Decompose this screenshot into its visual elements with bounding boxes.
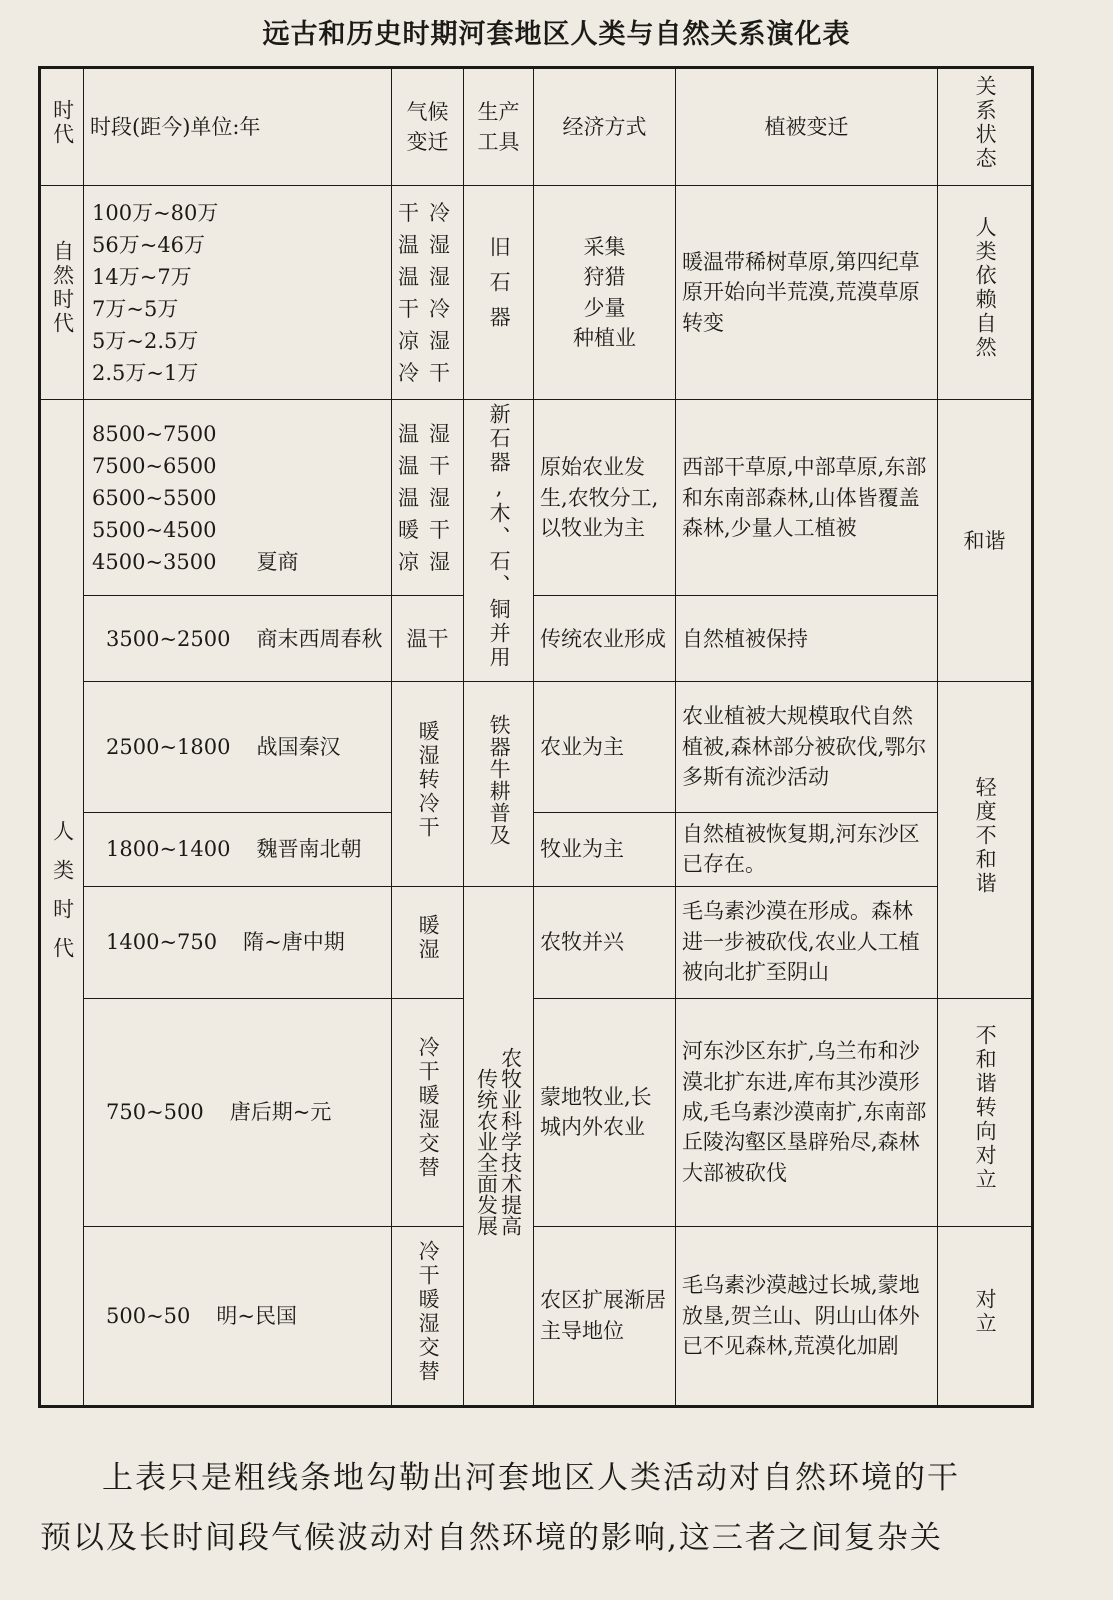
header-vegetation: 植被变迁 <box>676 68 938 186</box>
body-paragraph-line-1: 上表只是粗线条地勾勒出河套地区人类活动对自然环境的干 <box>102 1460 960 1496</box>
neolithic-periods: 8500~7500 7500~6500 6500~5500 5500~4500 4500~3500 夏商 <box>84 400 392 596</box>
table-row <box>40 998 1033 1226</box>
era-human: 人类时代 <box>40 400 84 1407</box>
natural-relation: 人类依赖自然 <box>938 186 1033 400</box>
body-paragraph-line-2: 预以及长时间段气候波动对自然环境的影响,这三者之间复杂关 <box>40 1520 943 1556</box>
vegetation-2500: 农业植被大规模取代自然植被,森林部分被砍伐,鄂尔多斯有流沙活动 <box>676 682 938 812</box>
economy-2500: 农业为主 <box>534 682 676 812</box>
economy-1800: 牧业为主 <box>534 812 676 886</box>
header-relation: 关系状态 <box>938 68 1033 186</box>
natural-vegetation: 暖温带稀树草原,第四纪草原开始向半荒漠,荒漠草原转变 <box>676 186 938 400</box>
natural-tools: 旧石器 <box>464 186 534 400</box>
relation-light: 轻度不和谐 <box>938 682 1033 998</box>
climate-2500-1400: 暖湿转冷干 <box>392 682 464 886</box>
evolution-table <box>38 66 1034 1408</box>
vegetation-750: 河东沙区东扩,乌兰布和沙漠北扩东进,库布其沙漠形成,毛乌素沙漠南扩,东南部丘陵沟壑区垦辟殆尽,森林大部被砍伐 <box>676 998 938 1226</box>
header-climate: 气候变迁 <box>392 68 464 186</box>
neolithic-economy: 原始农业发生,农牧分工,以牧业为主 <box>534 400 676 596</box>
vegetation-3500: 自然植被保持 <box>676 596 938 682</box>
neolithic-vegetation: 西部干草原,中部草原,东部和东南部森林,山体皆覆盖森林,少量人工植被 <box>676 400 938 596</box>
era-natural: 自然时代 <box>40 186 84 400</box>
table-row <box>40 1226 1033 1406</box>
period-2500: 2500~1800 战国秦汉 <box>84 682 392 812</box>
period-1800: 1800~1400 魏晋南北朝 <box>84 812 392 886</box>
tools-iron: 铁器牛耕普及 <box>464 682 534 886</box>
table-title: 远古和历史时期河套地区人类与自然关系演化表 <box>262 19 851 50</box>
header-era: 时代 <box>40 68 84 186</box>
vegetation-1800: 自然植被恢复期,河东沙区已存在。 <box>676 812 938 886</box>
period-3500: 3500~2500 商末西周春秋 <box>84 596 392 682</box>
climate-3500: 温干 <box>392 596 464 682</box>
period-1400: 1400~750 隋~唐中期 <box>84 886 392 998</box>
natural-climates: 干冷 温湿 温湿 干冷 凉湿 冷干 <box>392 186 464 400</box>
table-row <box>40 596 1033 682</box>
header-economy: 经济方式 <box>534 68 676 186</box>
climate-750: 冷干暖湿交替 <box>392 998 464 1226</box>
neolithic-climates: 温湿 温干 温湿 暖干 凉湿 <box>392 400 464 596</box>
header-tools: 生产工具 <box>464 68 534 186</box>
vegetation-1400: 毛乌素沙漠在形成。森林进一步被砍伐,农业人工植被向北扩至阴山 <box>676 886 938 998</box>
relation-500: 对立 <box>938 1226 1033 1406</box>
period-500: 500~50 明~民国 <box>84 1226 392 1406</box>
table-row <box>40 682 1033 812</box>
table-row <box>40 886 1033 998</box>
economy-1400: 农牧并兴 <box>534 886 676 998</box>
natural-periods: 100万~80万 56万~46万 14万~7万 7万~5万 5万~2.5万 2.5万~1万 <box>84 186 392 400</box>
climate-1400: 暖湿 <box>392 886 464 998</box>
economy-500: 农区扩展渐居主导地位 <box>534 1226 676 1406</box>
table-row <box>40 186 1033 400</box>
header-row <box>40 68 1033 186</box>
neolithic-relation: 和谐 <box>938 400 1033 682</box>
relation-750: 不和谐转向对立 <box>938 998 1033 1226</box>
tools-traditional: 传统农业全面发展农牧业科学技术提高 <box>464 886 534 1406</box>
neolithic-tools: 新石器,木、石、铜并用 <box>464 400 534 682</box>
economy-750: 蒙地牧业,长城内外农业 <box>534 998 676 1226</box>
climate-500: 冷干暖湿交替 <box>392 1226 464 1406</box>
table-row <box>40 400 1033 596</box>
table-row <box>40 812 1033 886</box>
period-750: 750~500 唐后期~元 <box>84 998 392 1226</box>
natural-economy: 采集 狩猎 少量 种植业 <box>534 186 676 400</box>
header-period: 时段(距今)单位:年 <box>84 68 392 186</box>
economy-3500: 传统农业形成 <box>534 596 676 682</box>
vegetation-500: 毛乌素沙漠越过长城,蒙地放垦,贺兰山、阴山山体外已不见森林,荒漠化加剧 <box>676 1226 938 1406</box>
